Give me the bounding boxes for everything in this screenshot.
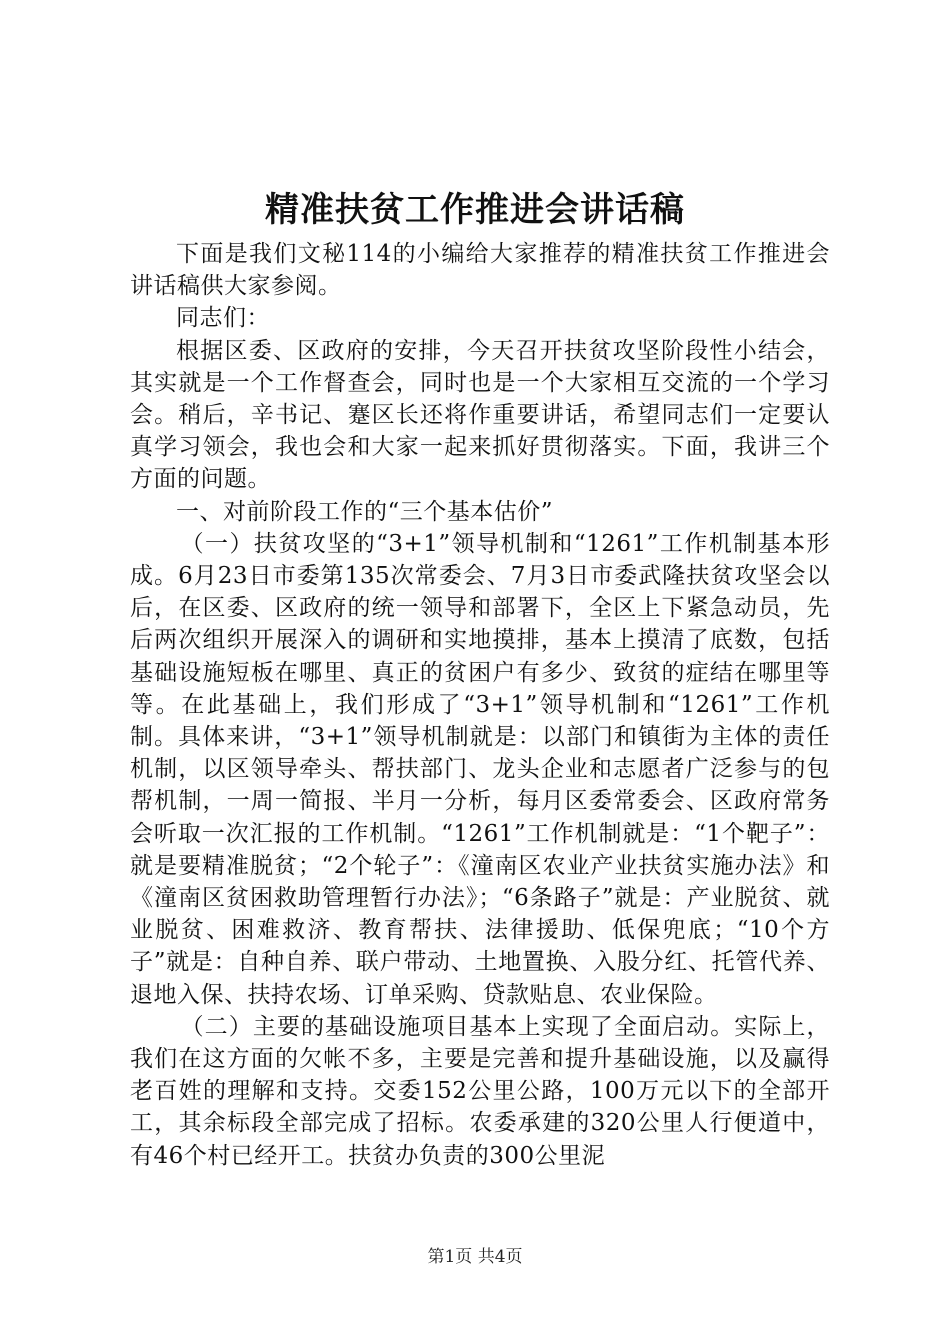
page-number-footer: 第1页 共4页 xyxy=(427,1247,523,1267)
intro-paragraph: 下面是我们文秘114的小编给大家推荐的精准扶贫工作推进会讲话稿供大家参阅。 xyxy=(130,241,830,300)
point-two-paragraph: （二）主要的基础设施项目基本上实现了全面启动。实际上，我们在这方面的欠帐不多，主要是完善和提升基础设施，以及赢得老百姓的理解和支持。交委152公里公路，100万元以下的全部开工，其余标段全部完成了招标。农委承建的320公里人行便道中，有46个村已经开工。扶贫办负责的300公里泥 xyxy=(130,1013,830,1169)
salutation: 同志们： xyxy=(176,305,270,332)
document-title: 精准扶贫工作推进会讲话稿 xyxy=(265,190,685,230)
section-heading: 一、对前阶段工作的“三个基本估价” xyxy=(176,498,554,525)
point-one-paragraph: （一）扶贫攻坚的“3+1”领导机制和“1261”工作机制基本形成。6月23日市委第135次常委会、7月3日市委武隆扶贫攻坚会以后，在区委、区政府的统一领导和部署下，全区上下紧急动员，先后两次组织开展深入的调研和实地摸排，基本上摸清了底数，包括基础设施短板在哪里、真正的贫困户有多少、致贫的症结在哪里等等。在此基础上，我们形成了“3+1”领导机制和“1261”工作机制。具体来讲，“3+1”领导机制就是：以部门和镇街为主体的责任机制，以区领导牵头、帮扶部门、龙头企业和志愿者广泛参与的包帮机制，一周一简报、半月一分析，每月区委常委会、区政府常务会听取一次汇报的工作机制。“1261”工作机制就是：“1个靶子”：就是要精准脱贫；“2个轮子”：《潼南区农业产业扶贫实施办法》和《潼南区贫困救助管理暂行办法》；“6条路子”就是：产业脱贫、就业脱贫、困难救济、教育帮扶、法律援助、低保兜底；“10个方子”就是：自种自养、联户带动、土地置换、入股分红、托管代养、退地入保、扶持农场、订单采购、贷款贴息、农业保险。 xyxy=(130,530,830,1008)
document-body xyxy=(130,238,830,1172)
opening-paragraph: 根据区委、区政府的安排，今天召开扶贫攻坚阶段性小结会，其实就是一个工作督查会，同时也是一个大家相互交流的一个学习会。稍后，辛书记、蹇区长还将作重要讲话，希望同志们一定要认真学习领会，我也会和大家一起来抓好贯彻落实。下面，我讲三个方面的问题。 xyxy=(130,337,830,493)
